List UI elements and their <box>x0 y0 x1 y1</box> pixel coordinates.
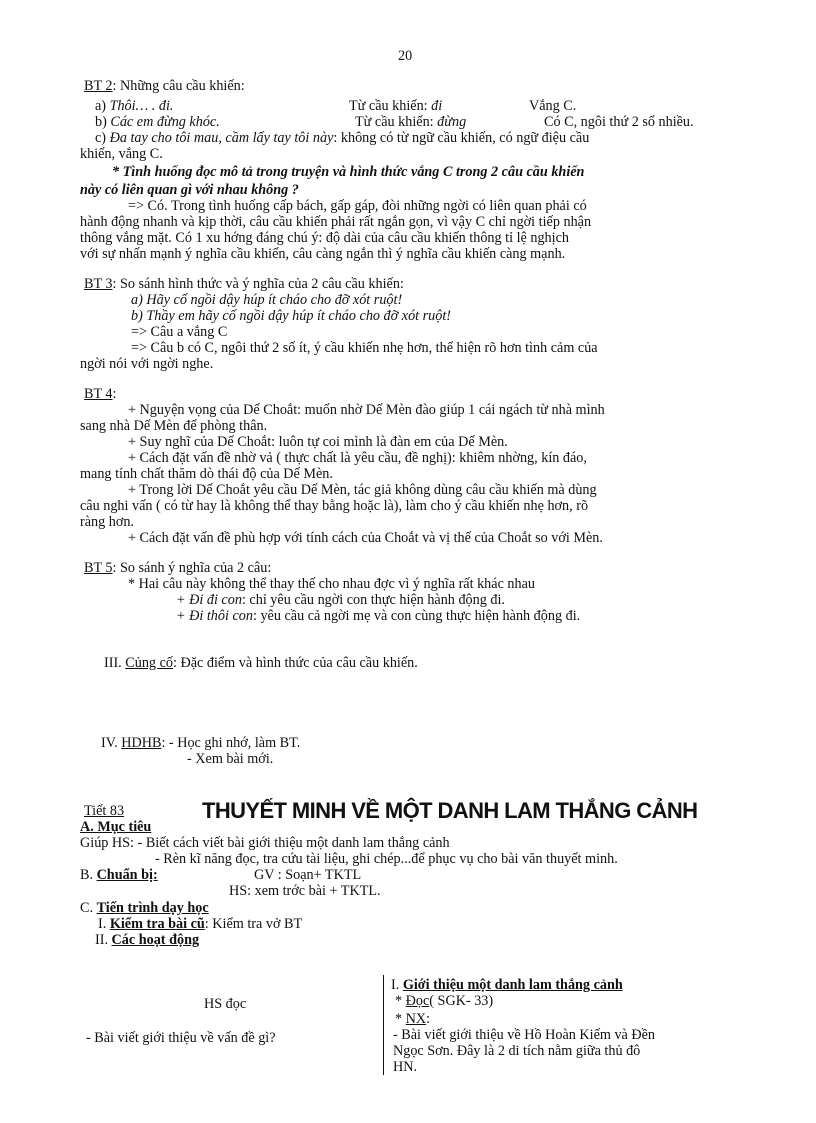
read-label: Đọc <box>405 993 430 1009</box>
item-label: c) <box>95 130 110 146</box>
keyword-label: Từ cầu khiến: <box>355 114 438 130</box>
bt4-point-2: + Suy nghĩ của Dế Choắt: luôn tự coi mình là đàn em của Dế Mèn. <box>128 434 508 450</box>
bt3-result-3: ngời nói với ngời nghe. <box>80 356 214 372</box>
table-right-read-line <box>395 993 493 1009</box>
bt2-question-1: * Tình huống đọc mô tả trong truyện và hình thức vắng C trong 2 câu cầu khiến <box>112 164 585 180</box>
section-letter: B. <box>80 867 97 883</box>
bt2-a-note: Vắng C. <box>529 98 577 114</box>
lesson-number: Tiết 83 <box>84 803 125 819</box>
bt2-answer-3: thông vắng mặt. Có 1 xu hớng đáng chú ý: độ dài của câu cầu khiến thông tỉ lệ nghịch <box>80 230 569 246</box>
page-number: 20 <box>398 48 413 64</box>
bt5-explanation-1: : chỉ yêu cầu ngời con thực hiện hành động đi. <box>241 592 505 608</box>
bt4-point-1-line-2: sang nhà Dế Mèn để phòng thân. <box>80 418 268 434</box>
keyword: đừng <box>437 114 467 130</box>
table-right-heading-line <box>391 977 623 993</box>
step-1-heading: Kiểm tra bài cũ <box>109 916 205 932</box>
table-right-answer-1: - Bài viết giới thiệu về Hồ Hoàn Kiếm và Đền <box>393 1027 656 1043</box>
step-1-line <box>98 916 302 932</box>
bt5-heading: BT 5 <box>84 560 113 576</box>
section-c-line <box>80 900 209 916</box>
section-c-heading: Tiến trình dạy học <box>96 900 209 916</box>
section-a-heading: A. Mục tiêu <box>80 819 152 835</box>
step-2-line <box>95 932 199 948</box>
bt3-heading: BT 3 <box>84 276 113 292</box>
bt3-sentence-b: b) Thầy em hãy cố ngồi dậy húp ít cháo cho đỡ xót ruột! <box>131 308 452 324</box>
keyword: đi <box>431 98 443 114</box>
bt2-heading-rest: : Những câu cầu khiến: <box>112 78 245 94</box>
bt3-result-1: => Câu a vắng C <box>131 324 228 340</box>
bt2-b-keyword-line <box>355 114 466 130</box>
section-4-title: HDHB <box>121 735 162 751</box>
preparation-teacher: GV : Soạn+ TKTL <box>254 867 362 883</box>
bt5-heading-rest: : So sánh ý nghĩa của 2 câu: <box>112 560 272 576</box>
bt4-point-3-line-2: mang tính chất thăm dò thái độ của Dế Mèn. <box>80 466 333 482</box>
nx-colon: : <box>426 1011 431 1027</box>
section-4-text: : - Học ghi nhớ, làm BT. <box>161 735 301 751</box>
section-3-line <box>104 655 418 671</box>
table-left-cell-1: HS đọc <box>204 996 247 1012</box>
bt4-heading-rest: : <box>112 386 117 402</box>
bt3-sentence-a: a) Hãy cố ngồi dậy húp ít cháo cho đỡ xót ruột! <box>131 292 403 308</box>
bullet: * <box>395 993 406 1009</box>
table-right-heading: Giới thiệu một danh lam thắng cảnh <box>402 977 623 993</box>
bt5-sentence-1: + Đi đi con <box>176 592 242 608</box>
bt2-b-note: Có C, ngôi thứ 2 số nhiều. <box>544 114 694 130</box>
bt2-heading: BT 2 <box>84 78 113 94</box>
bt2-a-keyword-line <box>349 98 442 114</box>
bt4-heading: BT 4 <box>84 386 113 402</box>
bt2-c-rest: : không có từ ngữ cầu khiến, có ngữ điệu cầu <box>333 130 590 146</box>
bt2-answer-4: với sự nhấn mạnh ý nghĩa cầu khiến, câu càng ngắn thì ý nghĩa cầu khiến càng mạnh. <box>80 246 566 262</box>
objective-line-2: - Rèn kĩ năng đọc, tra cứu tài liệu, ghi chép...để phục vụ cho bài văn thuyết minh. <box>155 851 618 867</box>
section-4-line <box>101 735 300 751</box>
bullet: * <box>395 1011 406 1027</box>
step-2-heading: Các hoạt động <box>111 932 200 948</box>
bt2-a-sentence: Thôi… . đi. <box>109 98 174 114</box>
section-number: III. <box>104 655 126 671</box>
bt4-point-1-line-1: + Nguyện vọng của Dế Choắt: muốn nhờ Dế Mèn đào giúp 1 cái ngách từ nhà mình <box>128 402 605 418</box>
bt5-line-2 <box>176 592 505 608</box>
preparation-student: HS: xem trớc bài + TKTL. <box>229 883 381 899</box>
table-left-cell-2: - Bài viết giới thiệu về vấn đề gì? <box>86 1030 276 1046</box>
section-b-heading: Chuẩn bị: <box>96 867 158 883</box>
bt2-item-c <box>95 130 589 146</box>
table-right-answer-2: Ngọc Sơn. Đây là 2 di tích nằm giữa thủ đô <box>393 1043 641 1059</box>
bt4-point-4-line-2: câu nghi vấn ( có từ hay là không thể thay bằng hoặc là), làm cho ý cầu khiến nhẹ hơn, rõ <box>80 498 589 514</box>
bt2-item-a <box>95 98 173 114</box>
bt5-heading-line <box>84 560 271 576</box>
keyword-label: Từ cầu khiến: <box>349 98 432 114</box>
read-source: ( SGK- 33) <box>429 993 494 1009</box>
bt2-question-2: này có liên quan gì với nhau không ? <box>80 182 299 198</box>
bt2-c-rest-2: khiến, vắng C. <box>80 146 163 162</box>
section-4-line-2: - Xem bài mới. <box>187 751 274 767</box>
bt5-line-1: * Hai câu này không thể thay thế cho nhau đợc vì ý nghĩa rất khác nhau <box>128 576 535 592</box>
bt3-result-2: => Câu b có C, ngôi thứ 2 số ít, ý cầu khiến nhẹ hơn, thể hiện rõ hơn tình cảm của <box>131 340 598 356</box>
table-column-divider <box>383 975 384 1075</box>
section-number: IV. <box>101 735 122 751</box>
table-right-nx-line <box>395 1011 430 1027</box>
section-b-line <box>80 867 158 883</box>
section-3-text: : Đặc điểm và hình thức của câu cầu khiến. <box>172 655 418 671</box>
bt2-heading-line <box>84 78 245 94</box>
step-1-text: : Kiểm tra vở BT <box>204 916 303 932</box>
section-letter: C. <box>80 900 97 916</box>
bt4-heading-line <box>84 386 116 402</box>
nx-label: NX <box>405 1011 427 1027</box>
bt4-point-3-line-1: + Cách đặt vấn đề nhờ vả ( thực chất là yêu cầu, đề nghị): khiêm nhờng, kín đáo, <box>128 450 587 466</box>
bt2-answer-2: hành động nhanh và kịp thời, câu cầu khiến phải rất ngắn gọn, vì vậy C chỉ ngời tiếp nhận <box>80 214 592 230</box>
step-number: II. <box>95 932 112 948</box>
step-number: I. <box>98 916 110 932</box>
bt4-point-5: + Cách đặt vấn đề phù hợp với tính cách của Choắt và vị thế của Choắt so với Mèn. <box>128 530 603 546</box>
objective-line-1: Giúp HS: - Biết cách viết bài giới thiệu một danh lam thắng cảnh <box>80 835 450 851</box>
bt3-heading-rest: : So sánh hình thức và ý nghĩa của 2 câu cầu khiến: <box>112 276 404 292</box>
bt5-line-3 <box>176 608 580 624</box>
bt2-item-b <box>95 114 220 130</box>
lesson-title: THUYẾT MINH VỀ MỘT DANH LAM THẮNG CẢNH <box>202 798 698 823</box>
bt5-sentence-2: + Đi thôi con <box>176 608 253 624</box>
bt4-point-4-line-1: + Trong lời Dế Choắt yêu cầu Dế Mèn, tác giả không dùng câu cầu khiến mà dùng <box>128 482 597 498</box>
item-label: b) <box>95 114 111 130</box>
bt2-answer-1: => Có. Trong tình huống cấp bách, gấp gáp, đòi những ngời có liên quan phải có <box>128 198 587 214</box>
bt2-b-sentence: Các em đừng khóc. <box>110 114 220 130</box>
section-3-title: Củng cố <box>125 655 173 671</box>
bt5-explanation-2: : yêu cầu cả ngời mẹ và con cùng thực hiện hành động đi. <box>252 608 581 624</box>
table-right-answer-3: HN. <box>393 1059 418 1075</box>
item-label: a) <box>95 98 110 114</box>
bt2-c-sentence: Đa tay cho tôi mau, cầm lấy tay tôi này <box>109 130 334 146</box>
bt3-heading-line <box>84 276 404 292</box>
bt4-point-4-line-3: ràng hơn. <box>80 514 134 530</box>
step-number: I. <box>391 977 403 993</box>
